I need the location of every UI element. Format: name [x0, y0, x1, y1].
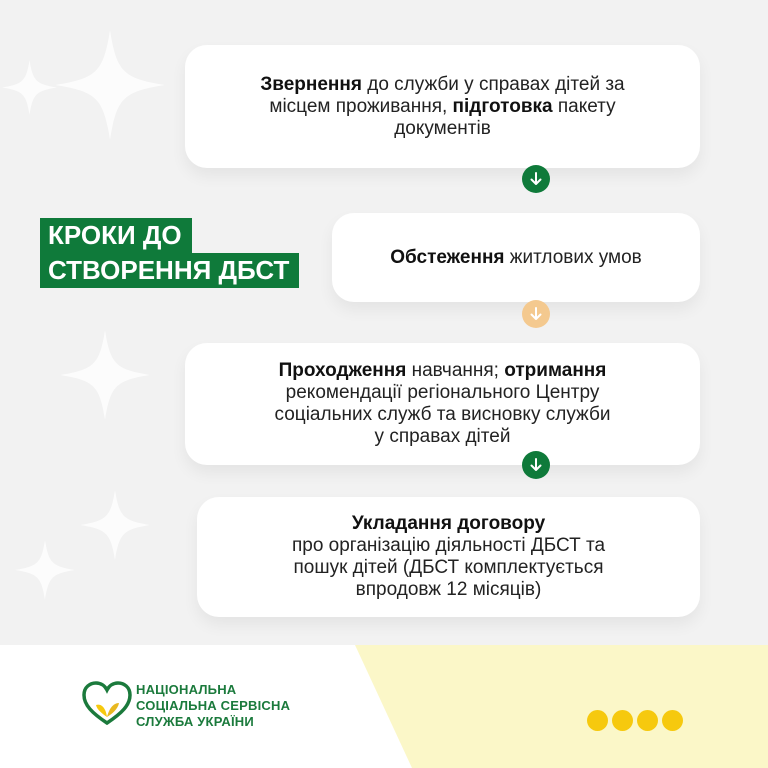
step-text-line: [292, 513, 605, 535]
page-title: [40, 218, 299, 288]
step-card-4: [197, 497, 700, 617]
step-text-fragment: навчання;: [406, 360, 505, 381]
step-card-2: [332, 213, 700, 302]
step-text-line: [292, 557, 605, 579]
step-text-line: [260, 118, 624, 140]
dot: [637, 710, 658, 731]
org-name-line-3: СЛУЖБА УКРАЇНИ: [136, 714, 254, 729]
step-text: [275, 360, 611, 448]
step-text-fragment: пошук дітей (ДБСТ комплектується: [293, 557, 604, 578]
sparkle-icon: [80, 490, 150, 560]
step-text-fragment: місцем проживання,: [269, 95, 453, 117]
arrow-down-icon: [522, 165, 550, 193]
step-text: [260, 74, 624, 140]
step-keyword: Проходження: [278, 360, 407, 381]
step-text-line: [292, 535, 605, 557]
step-text-line: [292, 579, 605, 601]
step-text-line: [260, 96, 624, 118]
step-text-fragment: впродовж 12 місяців): [355, 579, 542, 600]
step-text: [390, 247, 642, 269]
sparkle-icon: [15, 540, 75, 600]
step-keyword: підготовка: [452, 95, 553, 117]
step-text-fragment: про організацію діяльності ДБСТ та: [291, 535, 606, 556]
sparkle-icon: [2, 60, 57, 115]
step-keyword: отримання: [504, 360, 607, 381]
step-text-fragment: до служби у справах дітей за: [361, 73, 625, 95]
step-keyword: Обстеження: [390, 246, 505, 268]
step-keyword: Звернення: [260, 73, 362, 95]
step-card-1: [185, 45, 700, 168]
sparkle-icon: [55, 30, 165, 140]
page-dots: [587, 710, 683, 731]
step-text-fragment: документів: [394, 117, 491, 139]
step-text-line: [275, 360, 611, 382]
step-text-fragment: пакету: [552, 95, 616, 117]
heart-logo-icon: [82, 681, 132, 725]
step-text-fragment: житлових умов: [504, 246, 642, 268]
step-text-line: [390, 247, 642, 269]
org-name-line-1: НАЦІОНАЛЬНА: [136, 682, 237, 697]
step-keyword: Укладання договору: [351, 513, 546, 534]
step-card-3: [185, 343, 700, 465]
sparkle-icon: [60, 330, 150, 420]
dot: [612, 710, 633, 731]
step-text-fragment: соціальних служб та висновку служби: [274, 404, 611, 425]
step-text-line: [275, 382, 611, 404]
step-text-line: [275, 426, 611, 448]
step-text: [292, 513, 605, 601]
org-name-line-2: СОЦІАЛЬНА СЕРВІСНА: [136, 698, 291, 713]
step-text-fragment: у справах дітей: [374, 426, 511, 447]
title-line-2: СТВОРЕННЯ ДБСТ: [40, 253, 299, 288]
step-text-line: [260, 74, 624, 96]
step-text-fragment: рекомендації регіонального Центру: [285, 382, 600, 403]
org-name: [136, 682, 290, 730]
arrow-down-icon: [522, 300, 550, 328]
step-text-line: [275, 404, 611, 426]
dot: [662, 710, 683, 731]
arrow-down-icon: [522, 451, 550, 479]
dot: [587, 710, 608, 731]
title-line-1: КРОКИ ДО: [40, 218, 192, 253]
